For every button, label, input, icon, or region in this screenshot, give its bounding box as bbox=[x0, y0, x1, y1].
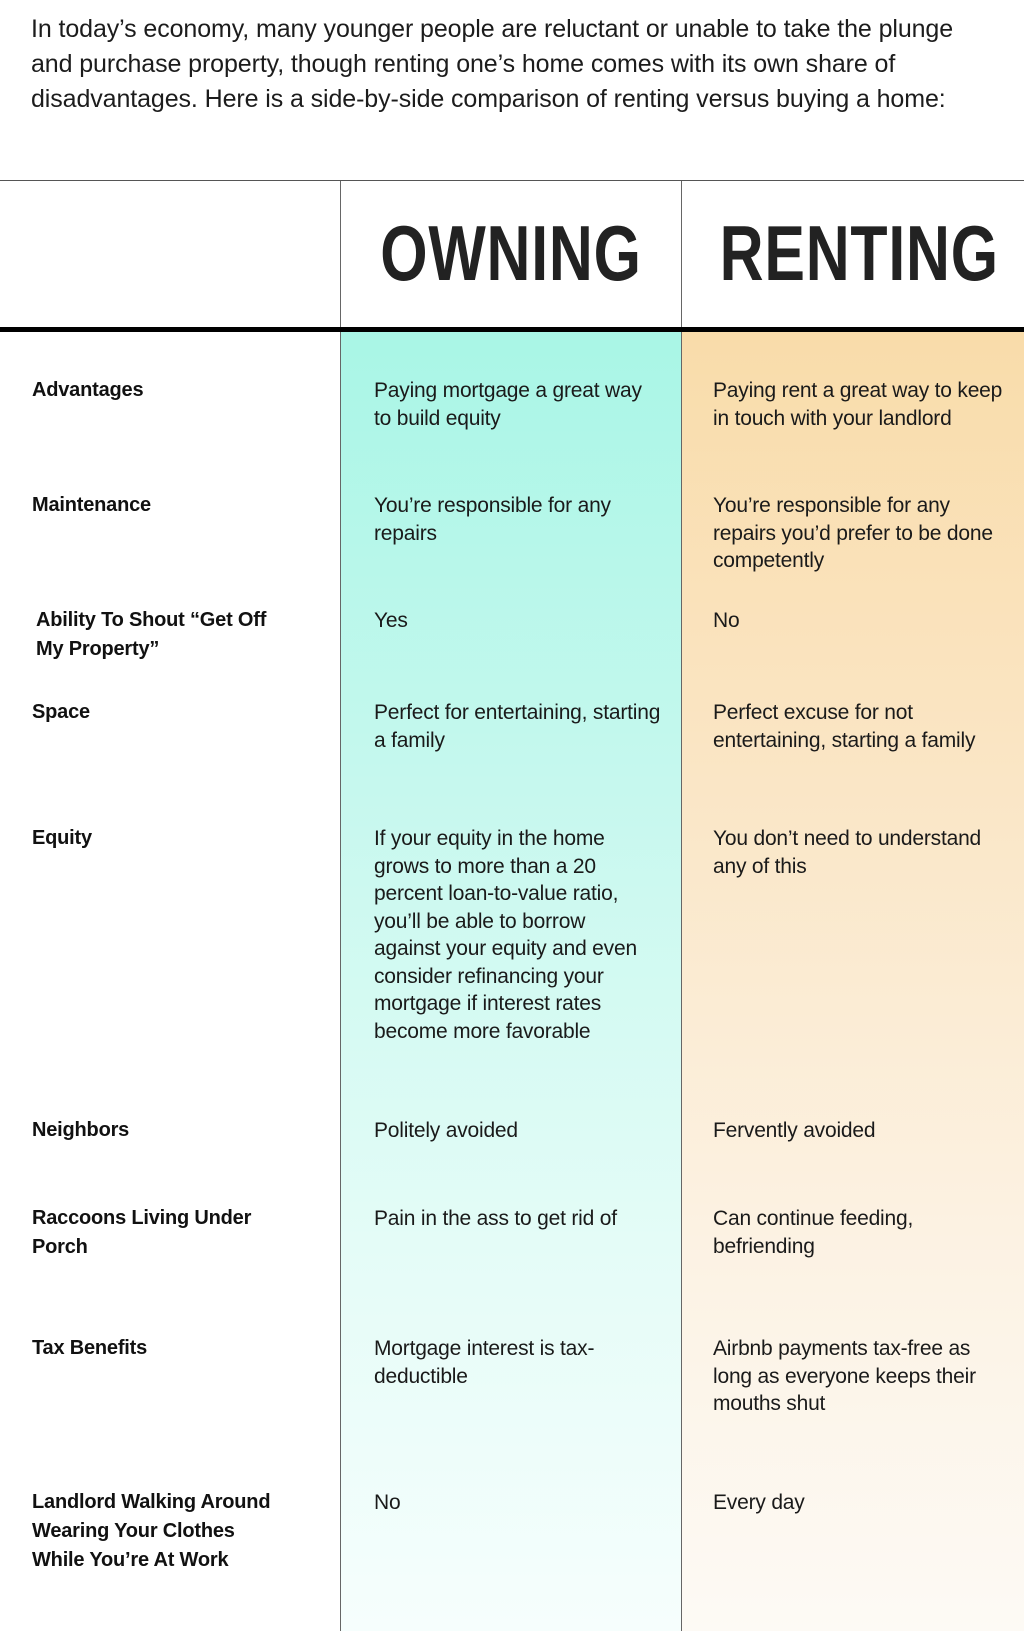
renting-cell-equity: You don’t need to understand any of this bbox=[713, 827, 982, 878]
column-divider-right bbox=[681, 181, 682, 1631]
row-label-equity: Equity bbox=[32, 827, 92, 849]
intro-paragraph: In today’s economy, many younger people are reluctant or unable to take the plunge and purchase property, though renting one’s home comes with its own share of disadvantages. Here is a side-by-side comparison of renting versus buying a home: bbox=[31, 15, 954, 113]
owning-cell-space: Perfect for entertaining, starting a family bbox=[374, 701, 661, 752]
owning-cell-raccoons: Pain in the ass to get rid of bbox=[374, 1207, 617, 1230]
owning-cell-advantages: Paying mortgage a great way to build equity bbox=[374, 379, 642, 430]
table-top-rule bbox=[0, 180, 1024, 181]
header-rule bbox=[0, 327, 1024, 332]
owning-cell-maintenance: You’re responsible for any repairs bbox=[374, 494, 611, 545]
row-label-raccoons: Raccoons Living Under Porch bbox=[32, 1207, 252, 1258]
row-label-maintenance: Maintenance bbox=[32, 494, 151, 516]
column-divider-left bbox=[340, 181, 341, 1631]
row-label-advantages: Advantages bbox=[32, 379, 144, 401]
owning-cell-equity: If your equity in the home grows to more than a 20 percent loan-to-value ratio, you’ll be able to borrow against your equity and even consider refinancing your mortgage if interest rates become more favorable bbox=[374, 827, 637, 1043]
renting-cell-tax-benefits: Airbnb payments tax-free as long as everyone keeps their mouths shut bbox=[713, 1337, 976, 1415]
renting-cell-raccoons: Can continue feeding, befriending bbox=[713, 1207, 914, 1258]
renting-column-header: RENTING bbox=[719, 209, 999, 297]
renting-cell-advantages: Paying rent a great way to keep in touch with your landlord bbox=[713, 379, 1003, 430]
row-label-ability-to-shout: Ability To Shout “Get Off My Property” bbox=[36, 609, 267, 660]
owning-cell-tax-benefits: Mortgage interest is tax-deductible bbox=[374, 1337, 595, 1388]
row-label-space: Space bbox=[32, 701, 90, 723]
row-label-landlord-clothes: Landlord Walking Around Wearing Your Clothes While You’re At Work bbox=[32, 1491, 271, 1571]
owning-cell-neighbors: Politely avoided bbox=[374, 1119, 518, 1142]
renting-cell-ability-to-shout: No bbox=[713, 609, 740, 632]
renting-cell-neighbors: Fervently avoided bbox=[713, 1119, 876, 1142]
renting-cell-maintenance: You’re responsible for any repairs you’d prefer to be done competently bbox=[713, 494, 993, 572]
renting-cell-landlord-clothes: Every day bbox=[713, 1491, 805, 1514]
owning-column-header: OWNING bbox=[380, 209, 642, 297]
row-label-tax-benefits: Tax Benefits bbox=[32, 1337, 148, 1359]
row-label-neighbors: Neighbors bbox=[32, 1119, 130, 1141]
renting-cell-space: Perfect excuse for not entertaining, starting a family bbox=[713, 701, 976, 752]
owning-cell-landlord-clothes: No bbox=[374, 1491, 401, 1514]
owning-cell-ability-to-shout: Yes bbox=[374, 609, 408, 632]
